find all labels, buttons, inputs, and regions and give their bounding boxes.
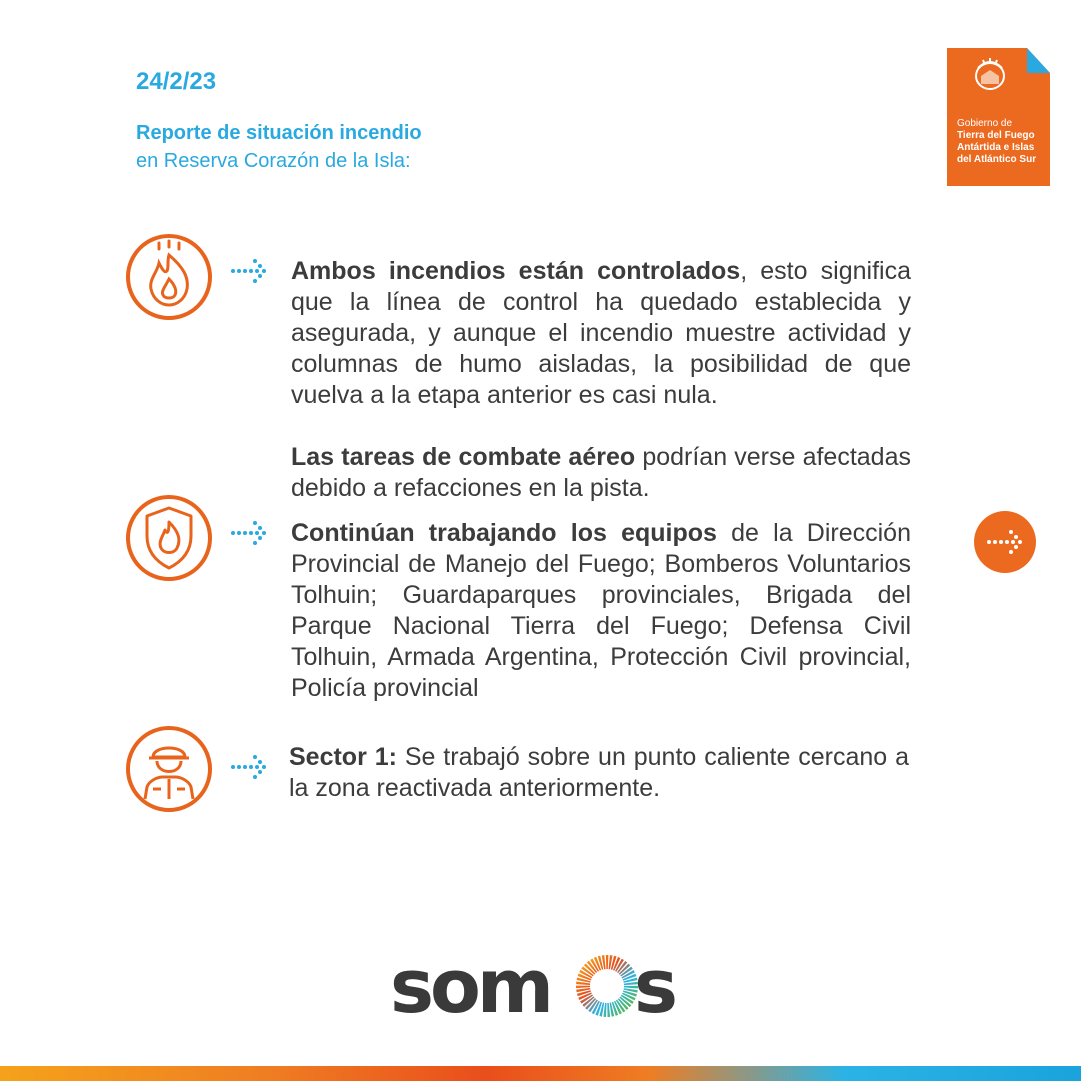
item-aerial-bold: Las tareas de combate aéreo	[291, 443, 636, 471]
item-sector-bold: Sector 1:	[289, 743, 397, 771]
svg-text:som: som	[390, 948, 550, 1028]
fire-icon	[125, 233, 213, 321]
item-controlled-bold: Ambos incendios están controlados	[291, 257, 741, 285]
report-title	[136, 119, 422, 175]
report-date: 24/2/23	[136, 68, 217, 95]
item-controlled	[291, 256, 911, 411]
next-slide-button[interactable]	[973, 510, 1037, 574]
svg-text:s: s	[634, 948, 679, 1028]
report-title-subtitle: en Reserva Corazón de la Isla:	[136, 150, 411, 172]
dotted-arrow-icon	[230, 518, 270, 548]
item-controlled-text: , esto significa que la línea de control ha quedado establecida y asegurada, y aunque el incendio muestre actividad y columnas de humo aisladas, la posibilidad de que vuelva a la etapa anterior es casi nula.	[291, 257, 911, 409]
item-aerial-text: podrían verse afectadas debido a refacciones en la pista.	[291, 443, 911, 502]
gov-line-3: Antártida e Islas	[957, 142, 1035, 153]
item-sector-1	[289, 742, 909, 804]
item-teams-text: de la Dirección Provincial de Manejo del Fuego; Bomberos Voluntarios Tolhuin; Guardaparques provinciales, Brigada del Parque Nacional Tierra del Fuego; Defensa Civil Tolhuin, Armada Argentina, Protección Civil provincial, Policía provincial	[291, 519, 911, 702]
item-sector-text: Se trabajó sobre un punto caliente cercano a la zona reactivada anteriormente.	[289, 743, 909, 802]
dotted-arrow-icon	[230, 752, 270, 782]
gov-line-4: del Atlántico Sur	[957, 154, 1037, 165]
item-aerial-combat	[291, 442, 911, 504]
government-logo-text	[957, 118, 1036, 166]
bottom-color-bar	[0, 1066, 1081, 1081]
report-title-bold: Reporte de situación incendio	[136, 122, 422, 144]
firefighter-icon	[125, 725, 213, 813]
dotted-arrow-icon	[230, 256, 270, 286]
item-teams	[291, 518, 911, 704]
shield-fire-icon	[125, 494, 213, 582]
item-teams-bold: Continúan trabajando los equipos	[291, 519, 717, 547]
somos-logo	[390, 948, 690, 1028]
gov-line-1: Gobierno de	[957, 118, 1013, 129]
gov-line-2: Tierra del Fuego	[957, 130, 1035, 141]
